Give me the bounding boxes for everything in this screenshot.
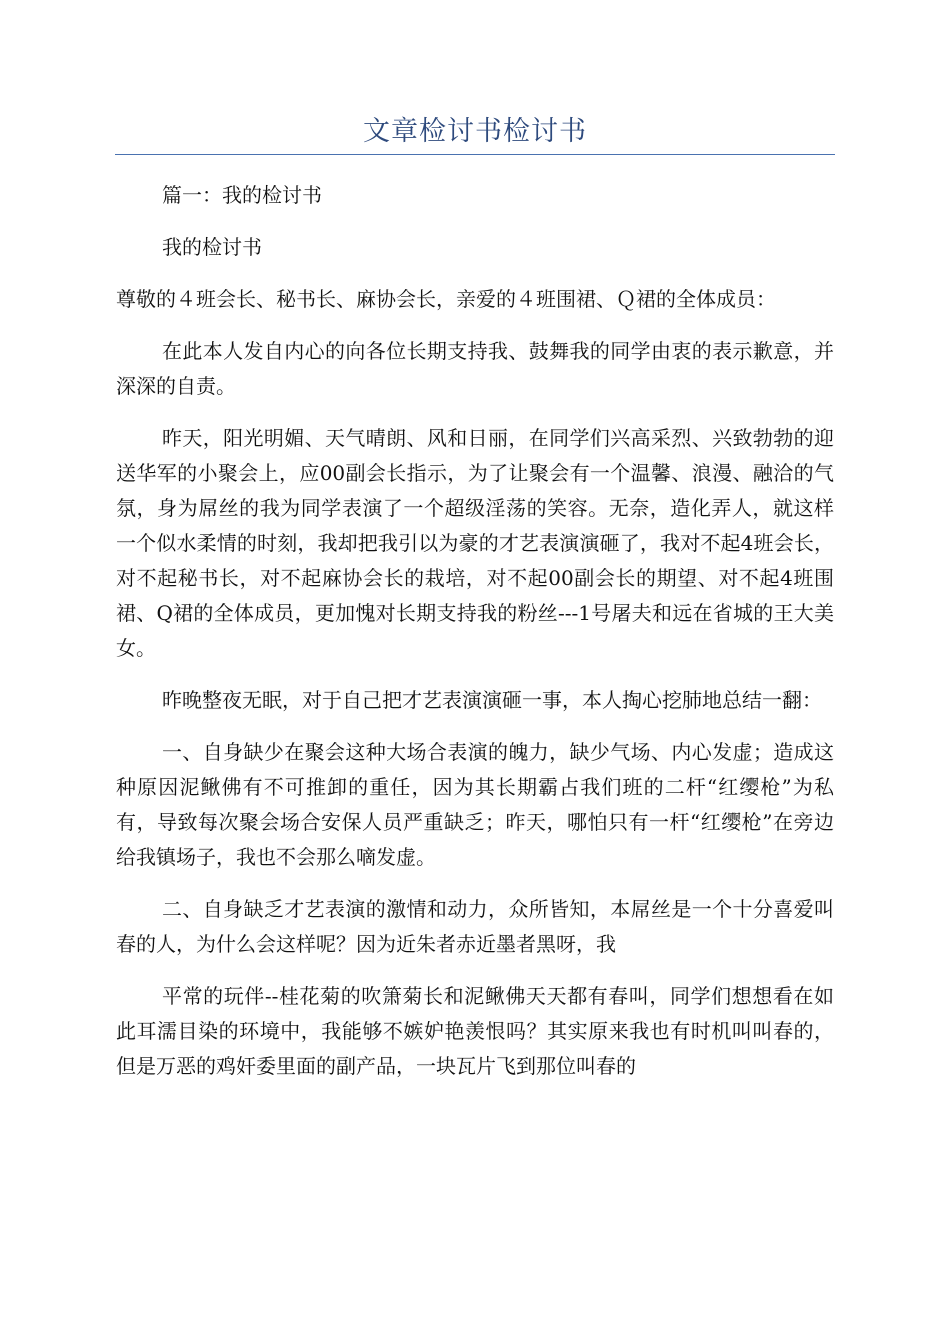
salutation: 尊敬的４班会长、秘书长、麻协会长，亲爱的４班围裙、Ｑ裙的全体成员： xyxy=(116,287,776,311)
body-paragraph: 一、自身缺少在聚会这种大场合表演的魄力，缺少气场、内心发虚；造成这种原因泥鳅佛有不可推卸的重任，因为其长期霸占我们班的二杆“红缨枪”为私有，导致每次聚会场合安保人员严重缺乏；昨天，哪怕只有一杆“红缨枪”在旁边给我镇场子，我也不会那么嘀发虚。 xyxy=(116,740,834,869)
title-underline xyxy=(115,154,835,155)
body-paragraph: 平常的玩伴--桂花菊的吹箫菊长和泥鳅佛天天都有春叫，同学们想想看在如此耳濡目染的环境中，我能够不嫉妒艳羡恨吗？其实原来我也有时机叫叫春的，但是万恶的鸡奸委里面的副产品，一块瓦片飞到那位叫春的 xyxy=(116,984,834,1078)
section-heading: 篇一：我的检讨书 xyxy=(162,183,322,207)
document-title: 文章检讨书检讨书 xyxy=(363,116,587,147)
body-paragraph: 二、自身缺乏才艺表演的激情和动力，众所皆知，本屌丝是一个十分喜爱叫春的人，为什么会这样呢？因为近朱者赤近墨者黑呀，我 xyxy=(116,897,834,956)
body-paragraph: 昨天，阳光明媚、天气晴朗、风和日丽，在同学们兴高采烈、兴致勃勃的迎送华军的小聚会上，应00副会长指示，为了让聚会有一个温馨、浪漫、融洽的气氛，身为屌丝的我为同学表演了一个超级淫荡的笑容。无奈，造化弄人，就这样一个似水柔情的时刻，我却把我引以为豪的才艺表演演砸了，我对不起4班会长，对不起秘书长，对不起麻协会长的栽培，对不起00副会长的期望、对不起4班围裙、Q裙的全体成员，更加愧对长期支持我的粉丝---1号屠夫和远在省城的王大美女。 xyxy=(116,426,834,660)
document-body xyxy=(116,178,834,1101)
body-paragraph: 在此本人发自内心的向各位长期支持我、鼓舞我的同学由衷的表示歉意，并深深的自责。 xyxy=(116,339,834,398)
body-paragraph: 昨晚整夜无眠，对于自己把才艺表演演砸一事，本人掏心挖肺地总结一翻： xyxy=(162,688,822,712)
letter-title: 我的检讨书 xyxy=(162,235,262,259)
